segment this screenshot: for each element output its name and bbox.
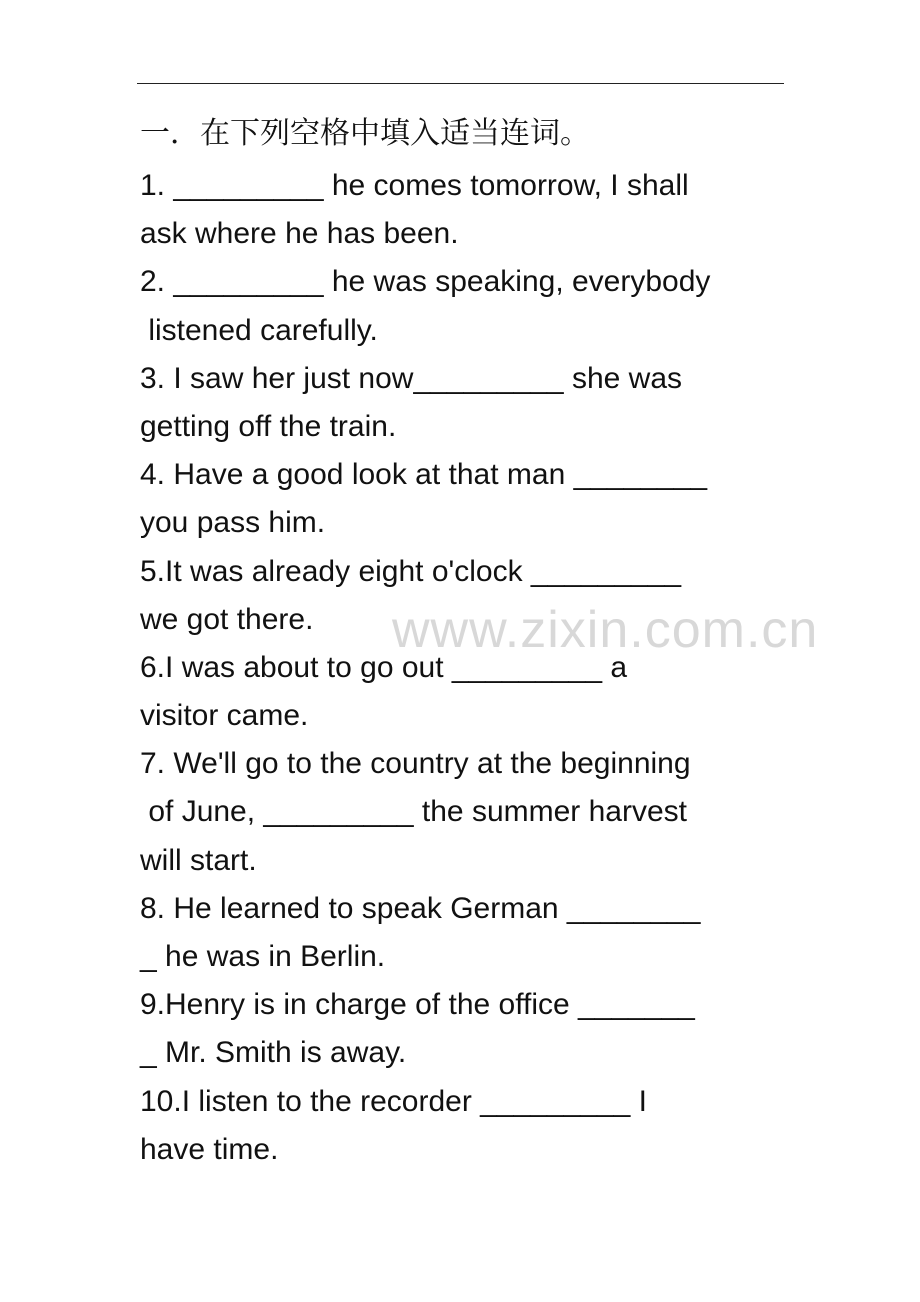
text-line: you pass him. <box>140 506 326 540</box>
text-line: 9.Henry is in charge of the office _______ <box>140 988 695 1022</box>
text-line: 4. Have a good look at that man ________ <box>140 458 708 492</box>
header-rule <box>137 83 784 84</box>
text-line: 2. _________ he was speaking, everybody <box>140 265 711 299</box>
text-line: _ Mr. Smith is away. <box>140 1036 407 1070</box>
text-line: have time. <box>140 1132 279 1166</box>
text-line: 6.I was about to go out _________ a <box>140 650 628 684</box>
exercise-content <box>140 110 790 1174</box>
text-line: 10.I listen to the recorder _________ I <box>140 1084 648 1118</box>
text-line: 8. He learned to speak German ________ <box>140 891 701 925</box>
text-line: listened carefully. <box>140 313 378 347</box>
text-line: 7. We'll go to the country at the beginning <box>140 747 691 781</box>
text-line: 3. I saw her just now_________ she was <box>140 361 683 395</box>
section-title: 一．在下列空格中填入适当连词。 <box>140 116 590 151</box>
text-line: getting off the train. <box>140 409 397 443</box>
text-line: 1. _________ he comes tomorrow, I shall <box>140 169 689 202</box>
text-line: will start. <box>140 843 257 877</box>
text-line: we got there. <box>140 602 314 636</box>
text-line: visitor came. <box>140 699 309 733</box>
text-line: ask where he has been. <box>140 217 459 251</box>
watermark: www.zixin.com.cn <box>392 601 819 659</box>
text-line: of June, _________ the summer harvest <box>140 795 688 829</box>
text-line: 5.It was already eight o'clock _________ <box>140 554 682 588</box>
text-line: _ he was in Berlin. <box>140 940 386 973</box>
